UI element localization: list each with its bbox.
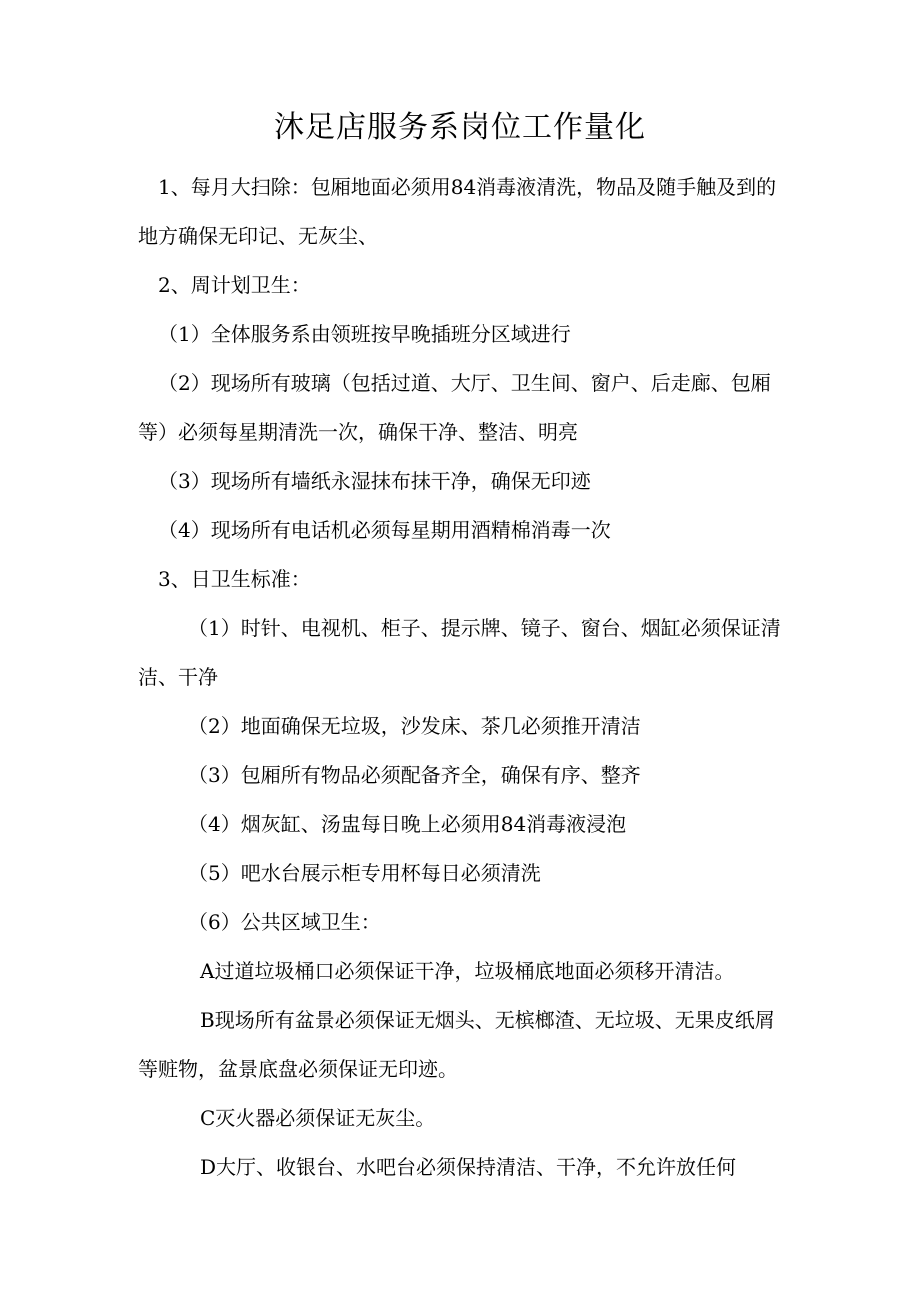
paragraph-weekly-item-4: （4）现场所有电话机必须每星期用酒精棉消毒一次 (158, 518, 611, 542)
paragraph-weekly-item-3: （3）现场所有墙纸永湿抹布抹干净，确保无印迹 (158, 469, 591, 493)
paragraph-daily-item-5: （5）吧水台展示柜专用杯每日必须清洗 (188, 861, 541, 885)
paragraph-daily-item-1: （1）时针、电视机、柜子、提示牌、镜子、窗台、烟缸必须保证清洁、干净 (138, 616, 781, 689)
paragraph-weekly-item-2: （2）现场所有玻璃（包括过道、大厅、卫生间、窗户、后走廊、包厢等）必须每星期清洗一次，确保干净、整洁、明亮 (138, 371, 771, 444)
paragraph-daily-item-6: （6）公共区域卫生： (188, 910, 381, 934)
paragraph-public-area-a: A过道垃圾桶口必须保证干净，垃圾桶底地面必须移开清洁。 (200, 959, 735, 983)
paragraph-public-area-b: B现场所有盆景必须保证无烟头、无槟榔渣、无垃圾、无果皮纸屑等赃物，盆景底盘必须保证无印迹。 (138, 1008, 775, 1081)
paragraph-daily-heading: 3、日卫生标准： (158, 567, 311, 591)
paragraph-monthly-cleaning: 1、每月大扫除：包厢地面必须用84消毒液清洗，物品及随手触及到的地方确保无印记、无灰尘、 (138, 175, 777, 248)
paragraph-weekly-item-1: （1）全体服务系由领班按早晚插班分区域进行 (158, 322, 571, 346)
paragraph-daily-item-3: （3）包厢所有物品必须配备齐全，确保有序、整齐 (188, 763, 641, 787)
paragraph-public-area-d: D大厅、收银台、水吧台必须保持清洁、干净，不允许放任何 (200, 1155, 737, 1179)
paragraph-weekly-heading: 2、周计划卫生： (158, 273, 311, 297)
paragraph-public-area-c: C灭火器必须保证无灰尘。 (200, 1106, 436, 1130)
paragraph-daily-item-4: （4）烟灰缸、汤盅每日晚上必须用84消毒液浸泡 (188, 812, 627, 836)
paragraph-daily-item-2: （2）地面确保无垃圾，沙发床、茶几必须推开清洁 (188, 714, 641, 738)
document-title: 沐足店服务系岗位工作量化 (274, 110, 646, 145)
